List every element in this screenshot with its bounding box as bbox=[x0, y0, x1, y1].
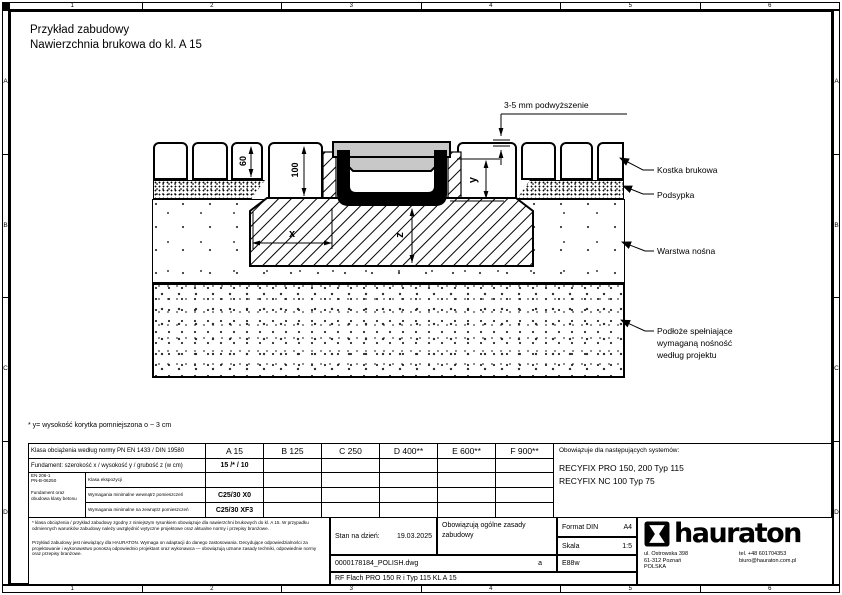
ruler-right-D: D bbox=[834, 508, 839, 516]
systems-cell bbox=[554, 444, 834, 518]
drawing-name: RF Flach PRO 150 R i Typ 115 KL A 15 bbox=[335, 575, 457, 582]
address-row bbox=[644, 551, 826, 571]
scale-cell bbox=[557, 537, 637, 555]
address-line2: 61-312 Poznań bbox=[644, 557, 682, 564]
dim-z: z bbox=[394, 232, 406, 238]
revision: a bbox=[538, 560, 542, 567]
empty-cell bbox=[438, 473, 496, 488]
general-rules-line2: zabudowy bbox=[442, 532, 474, 539]
hauraton-logo-icon bbox=[644, 521, 670, 547]
footnote-y: * y= wysokość korytka pomniejszona o ~ 3 cm bbox=[28, 422, 172, 429]
format-cell bbox=[557, 517, 637, 537]
logo-cell bbox=[637, 517, 833, 585]
class-f900: F 900** bbox=[496, 444, 554, 459]
system-1: RECYFIX PRO 150, 200 Typ 115 bbox=[559, 463, 684, 473]
general-rules-cell bbox=[437, 517, 557, 555]
disclaimer-note2: Przykład zabudowy jest niewiążący dla HAURATON. Wymaga on adaptacji do danego zastosowania. Decydujące odpowiedzialności za projektowanie i wykonawstwo ponoszą odpowiednio projektant oraz wykonawca — obowiązują uznane zasady techniki, odpowiednie normy oraz przepisy branżowe. bbox=[32, 540, 317, 557]
ruler-right-C: C bbox=[834, 298, 839, 442]
empty-cell bbox=[380, 459, 438, 473]
sub-row-wewnatrz: Wymagania minimalne wewnątrz pomieszczeń bbox=[86, 488, 206, 503]
page-title-line2: Nawierzchnia brukowa do kl. A 15 bbox=[30, 39, 202, 51]
label-kostka-brukowa: Kostka brukowa bbox=[657, 165, 718, 175]
ruler-left-D: D bbox=[3, 508, 8, 516]
ruler-bottom-3: 3 bbox=[282, 586, 422, 592]
concrete-val-3: C25/30 XF3 bbox=[206, 503, 264, 518]
empty-cell bbox=[380, 488, 438, 503]
ruler-bottom-2: 2 bbox=[143, 586, 283, 592]
empty-cell bbox=[438, 488, 496, 503]
empty-cell bbox=[380, 473, 438, 488]
row-foundation-label: Fundament: szerokość x / wysokość y / grubość z (w cm) bbox=[29, 459, 206, 473]
empty-cell bbox=[496, 503, 554, 518]
ruler-top-6: 6 bbox=[768, 3, 772, 9]
ruler-top-2: 2 bbox=[143, 3, 283, 9]
ruler-right-A: A bbox=[834, 11, 839, 155]
dim-60: 60 bbox=[238, 156, 248, 167]
date-label: Stan na dzień: bbox=[335, 532, 380, 540]
ruler-top-1: 1 bbox=[3, 3, 143, 9]
norm-line2: PN-B-06250 bbox=[31, 478, 57, 484]
sub-row-zewnatrz: Wymagania minimalne na zewnątrz pomieszczeń bbox=[86, 503, 206, 518]
scale-value: 1:5 bbox=[622, 542, 632, 550]
ruler-left-A: A bbox=[3, 11, 8, 155]
brand-row bbox=[644, 518, 826, 549]
label-warstwa-nosna: Warstwa nośna bbox=[657, 246, 716, 256]
ruler-top-5: 5 bbox=[561, 3, 701, 9]
code-cell bbox=[557, 555, 637, 572]
empty-cell bbox=[322, 488, 380, 503]
address-block bbox=[644, 551, 739, 571]
page-title-line1: Przykład zabudowy bbox=[30, 24, 130, 36]
contact-phone: tel. +48 601704353 bbox=[739, 551, 787, 557]
empty-cell bbox=[322, 459, 380, 473]
empty-cell bbox=[322, 503, 380, 518]
sub-row-ekspozycja: Klasa ekspozycji bbox=[86, 473, 206, 488]
callout-podwyzszenie: 3-5 mm podwyższenie bbox=[504, 100, 589, 110]
ruler-bottom-1: 1 bbox=[3, 586, 143, 592]
ruler-top-4: 4 bbox=[422, 3, 562, 9]
dim-y: y bbox=[467, 176, 479, 184]
scale-label: Skala bbox=[562, 542, 580, 550]
disclaimer-cell bbox=[28, 517, 330, 585]
filename-cell bbox=[330, 555, 557, 572]
label-podloze-line1: Podłoże spełniające bbox=[657, 326, 733, 336]
concrete-val-2: C25/30 X0 bbox=[206, 488, 264, 503]
dim-x: x bbox=[288, 228, 296, 240]
label-podloze-line2: wymaganą nośność bbox=[657, 338, 733, 348]
class-e600: E 600** bbox=[438, 444, 496, 459]
drawing-name-cell bbox=[330, 572, 637, 585]
ruler-right-B: B bbox=[834, 155, 839, 299]
class-a15: A 15 bbox=[206, 444, 264, 459]
empty-cell bbox=[496, 459, 554, 473]
concrete-norm-cell bbox=[29, 473, 86, 518]
label-podloze-line3: według projektu bbox=[657, 350, 717, 360]
ruler-bottom-6: 6 bbox=[768, 586, 772, 592]
address-line3: POLSKA bbox=[644, 564, 667, 571]
ruler-top-3: 3 bbox=[282, 3, 422, 9]
empty-cell bbox=[264, 459, 322, 473]
label-podloze bbox=[657, 325, 733, 361]
systems-header: Obowiązuje dla następujących systemów: bbox=[559, 447, 680, 454]
brand-wordmark: hauraton bbox=[674, 518, 801, 549]
row-class-label: Klasa obciążenia według normy PN EN 1433 / DIN 19580 bbox=[29, 444, 206, 459]
load-class-table bbox=[28, 443, 834, 518]
empty-cell bbox=[438, 503, 496, 518]
empty-cell bbox=[496, 488, 554, 503]
concrete-label: Fundament oraz obudowa klasy betonu bbox=[31, 490, 77, 501]
empty-cell bbox=[380, 503, 438, 518]
foundation-a15: 15 /* / 10 bbox=[206, 459, 264, 473]
concrete-val-1 bbox=[206, 473, 264, 488]
ruler-bottom-5: 5 bbox=[561, 586, 701, 592]
address-line1: ul. Ostrowska 398 bbox=[644, 551, 689, 557]
label-podsypka: Podsypka bbox=[657, 190, 695, 200]
format-label: Format DIN bbox=[562, 523, 599, 531]
contact-email: biuro@hauraton.com.pl bbox=[739, 557, 797, 564]
empty-cell bbox=[322, 473, 380, 488]
general-rules-line1: Obowiązują ogólne zasady bbox=[442, 522, 526, 529]
class-d400: D 400** bbox=[380, 444, 438, 459]
empty-cell bbox=[264, 488, 322, 503]
contact-block bbox=[739, 551, 796, 571]
date-value: 19.03.2025 bbox=[396, 532, 432, 540]
code-value: E88w bbox=[562, 560, 580, 567]
disclaimer-note1: * klasa obciążenia / przykład zabudowy zgodny z niniejszym rysunkiem obowiązuje dla nawierzchni brukowych do kl. A 15. W przypadku odmiennych warunków zabudowy należy uwzględnić wytyczne projektowe oraz aktualne normy i przepisy branżowe. bbox=[32, 520, 309, 531]
system-2: RECYFIX NC 100 Typ 75 bbox=[559, 476, 655, 486]
ruler-left-B: B bbox=[3, 155, 8, 299]
ruler-bottom-4: 4 bbox=[422, 586, 562, 592]
class-c250: C 250 bbox=[322, 444, 380, 459]
empty-cell bbox=[264, 473, 322, 488]
norm-line1: EN 206-1 bbox=[31, 473, 51, 478]
date-cell bbox=[330, 517, 437, 555]
empty-cell bbox=[496, 473, 554, 488]
dim-100: 100 bbox=[290, 162, 300, 178]
class-b125: B 125 bbox=[264, 444, 322, 459]
ruler-left-C: C bbox=[3, 298, 8, 442]
empty-cell bbox=[438, 459, 496, 473]
empty-cell bbox=[264, 503, 322, 518]
file-name: 0000178184_POLISH.dwg bbox=[335, 560, 419, 567]
format-value: A4 bbox=[623, 523, 632, 531]
